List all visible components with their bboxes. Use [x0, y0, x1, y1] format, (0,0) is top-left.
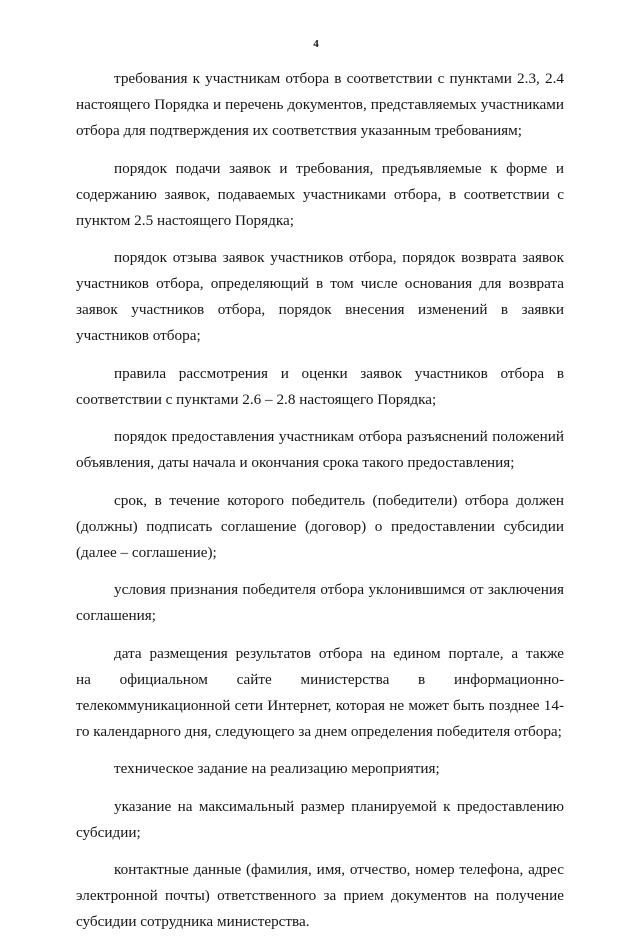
publication-word: информационно-	[453, 670, 565, 688]
paragraph-evaluation-rules: правила рассмотрения и оценки заявок участников отбора в соответствии с пунктами 2.6 – 2.8 настоящего Порядка;	[76, 364, 564, 408]
paragraph-results-publication	[76, 641, 564, 745]
paragraph-participant-requirements: требования к участникам отбора в соответствии с пунктами 2.3, 2.4 настоящего Порядка и перечень документов, представляемых участниками отбора для подтверждения их соответствия указанным требованиям;	[76, 70, 564, 139]
paragraph-max-subsidy: указание на максимальный размер планируемой к предоставлению субсидии;	[76, 797, 564, 841]
paragraph-application-procedure: порядок подачи заявок и требования, предъявляемые к форме и содержанию заявок, подаваемых участниками отбора, в соответствии с пунктом 2.5 настоящего Порядка;	[76, 159, 564, 229]
publication-word: министерства	[300, 670, 390, 688]
publication-word: в	[418, 670, 426, 688]
paragraph-winner-evasion: условия признания победителя отбора уклонившимся от заключения соглашения;	[76, 581, 564, 624]
publication-word: официальном	[119, 670, 208, 688]
publication-line-1: дата размещения результатов отбора на едином портале, а также	[114, 644, 564, 662]
document-body	[76, 66, 564, 947]
paragraph-agreement-deadline: срок, в течение которого победитель (победители) отбора должен (должны) подписать соглашение (договор) о предоставлении субсидии (далее – соглашение);	[76, 491, 564, 561]
publication-word: сайте	[236, 670, 272, 688]
paragraph-application-withdrawal: порядок отзыва заявок участников отбора, порядок возврата заявок участников отбора, определяющий в том числе основания для возврата заявок участников отбора, порядок внесения изменений в заявки участников отбора;	[76, 249, 564, 344]
publication-rest: телекоммуникационной сети Интернет, которая не может быть позднее 14-го календарного дня, следующего за днем определения победителя отбора;	[76, 696, 564, 740]
publication-line-2	[76, 667, 564, 693]
paragraph-clarifications: порядок предоставления участникам отбора разъяснений положений объявления, даты начала и окончания срока такого предоставления;	[76, 428, 564, 471]
publication-word: на	[76, 670, 91, 688]
page-number: 4	[313, 38, 319, 50]
paragraph-contact-details: контактные данные (фамилия, имя, отчество, номер телефона, адрес электронной почты) ответственного за прием документов на получение субсидии сотрудника министерства.	[76, 861, 564, 930]
paragraph-technical-task: техническое задание на реализацию мероприятия;	[114, 760, 440, 777]
